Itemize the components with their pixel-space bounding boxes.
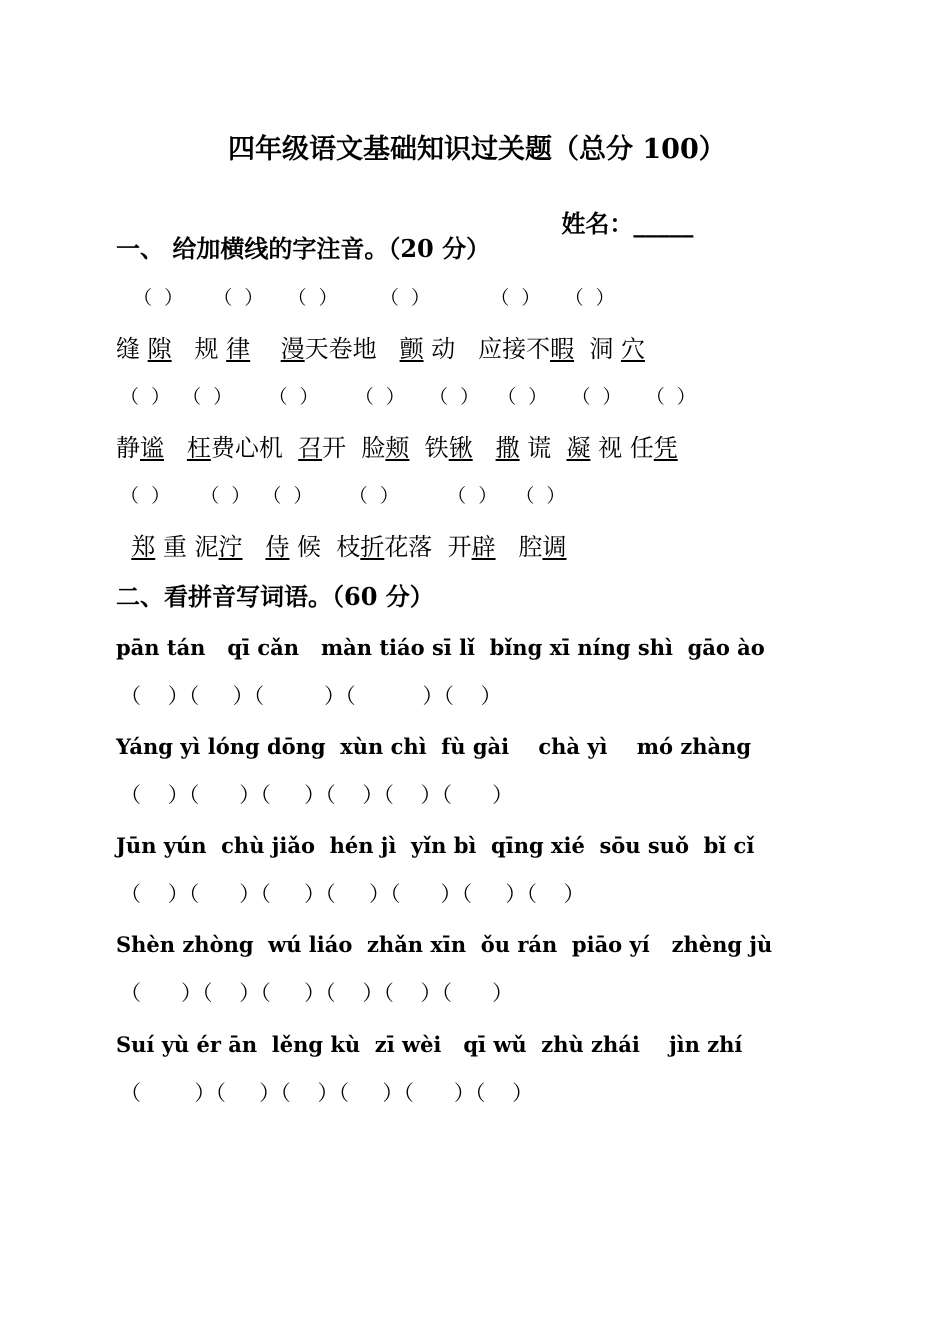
section-1-word-row-2 <box>116 436 678 460</box>
section-1-word-row-3 <box>116 535 566 559</box>
underlined-char: 隙 <box>147 335 172 363</box>
pinyin-row-1: pān tán qī cǎn màn tiáo sī lǐ bǐng xī níng shì gāo ào <box>116 635 765 660</box>
page-title: 四年级语文基础知识过关题（总分 100） <box>228 134 726 165</box>
section-2-heading: 二、看拼音写词语。（60 分） <box>116 582 434 611</box>
underlined-char: 侍 <box>265 533 290 561</box>
word-text <box>243 533 266 561</box>
word-text: 费心机 <box>210 434 299 462</box>
section-1-answer-row-2: （ ） （ ） （ ） （ ） （ ） （ ） （ ） （ ） <box>120 386 696 408</box>
name-label: 姓名： <box>561 209 634 238</box>
word-text <box>250 335 281 363</box>
pinyin-row-4: Shèn zhòng wú liáo zhǎn xīn ǒu rán piāo yí zhèng jù <box>116 932 773 957</box>
word-text: 重 泥 <box>155 533 219 561</box>
word-text <box>116 533 131 561</box>
section-1-answer-row-3: （ ） （ ） （ ） （ ） （ ） （ ） <box>120 485 566 507</box>
underlined-char: 颊 <box>385 434 410 462</box>
word-text: 缝 <box>116 335 148 363</box>
word-text: 动 应接不 <box>423 335 551 363</box>
answer-blanks-row-1: （ ）（ ）（ ）（ ）（ ） <box>120 684 502 708</box>
underlined-char: 暇 <box>550 335 575 363</box>
underlined-char: 泞 <box>218 533 243 561</box>
underlined-char: 漫 <box>280 335 305 363</box>
word-text: 铁 <box>409 434 449 462</box>
underlined-char: 召 <box>298 434 323 462</box>
name-field <box>528 188 693 260</box>
answer-blanks-row-3: （ ）（ ）（ ）（ ）（ ）（ ）（ ） <box>120 882 585 906</box>
underlined-char: 律 <box>226 335 251 363</box>
underlined-char: 谧 <box>140 434 164 462</box>
pinyin-row-5: Suí yù ér ān lěng kù zī wèi qī wǔ zhù zhái jìn zhí <box>116 1032 743 1057</box>
answer-blanks-row-2: （ ）（ ）（ ）（ ）（ ）（ ） <box>120 783 514 807</box>
word-text: 视 任 <box>590 434 654 462</box>
name-blank: _____ <box>633 209 694 238</box>
word-text <box>473 434 496 462</box>
word-text: 规 <box>171 335 227 363</box>
word-text: 候 枝 <box>289 533 361 561</box>
word-text: 花落 开 <box>384 533 472 561</box>
word-text: 洞 <box>574 335 621 363</box>
word-text: 谎 <box>519 434 567 462</box>
underlined-char: 撒 <box>495 434 520 462</box>
word-text: 天卷地 <box>304 335 400 363</box>
word-text <box>164 434 187 462</box>
pinyin-row-2: Yáng yì lóng dōng xùn chì fù gài chà yì mó zhàng <box>116 734 752 759</box>
underlined-char: 辟 <box>471 533 496 561</box>
underlined-char: 折 <box>360 533 385 561</box>
section-1-word-row-1 <box>116 337 645 361</box>
underlined-char: 凭 <box>653 434 678 462</box>
word-text: 开 脸 <box>322 434 386 462</box>
underlined-char: 枉 <box>186 434 211 462</box>
word-text: 静 <box>116 434 140 462</box>
section-1-heading: 一、 给加横线的字注音。（20 分） <box>116 234 491 263</box>
underlined-char: 颤 <box>399 335 424 363</box>
underlined-char: 凝 <box>566 434 591 462</box>
answer-blanks-row-5: （ ）（ ）（ ）（ ）（ ）（ ） <box>120 1081 534 1105</box>
answer-blanks-row-4: （ ）（ ）（ ）（ ）（ ）（ ） <box>120 981 514 1005</box>
word-text: 腔 <box>495 533 543 561</box>
underlined-char: 穴 <box>620 335 645 363</box>
pinyin-row-3: Jūn yún chù jiǎo hén jì yǐn bì qīng xié sōu suǒ bǐ cǐ <box>116 833 755 858</box>
section-1-answer-row-1: （ ） （ ） （ ） （ ） （ ） （ ） <box>133 287 615 309</box>
underlined-char: 郑 <box>131 533 156 561</box>
underlined-char: 调 <box>542 533 567 561</box>
underlined-char: 锹 <box>448 434 473 462</box>
